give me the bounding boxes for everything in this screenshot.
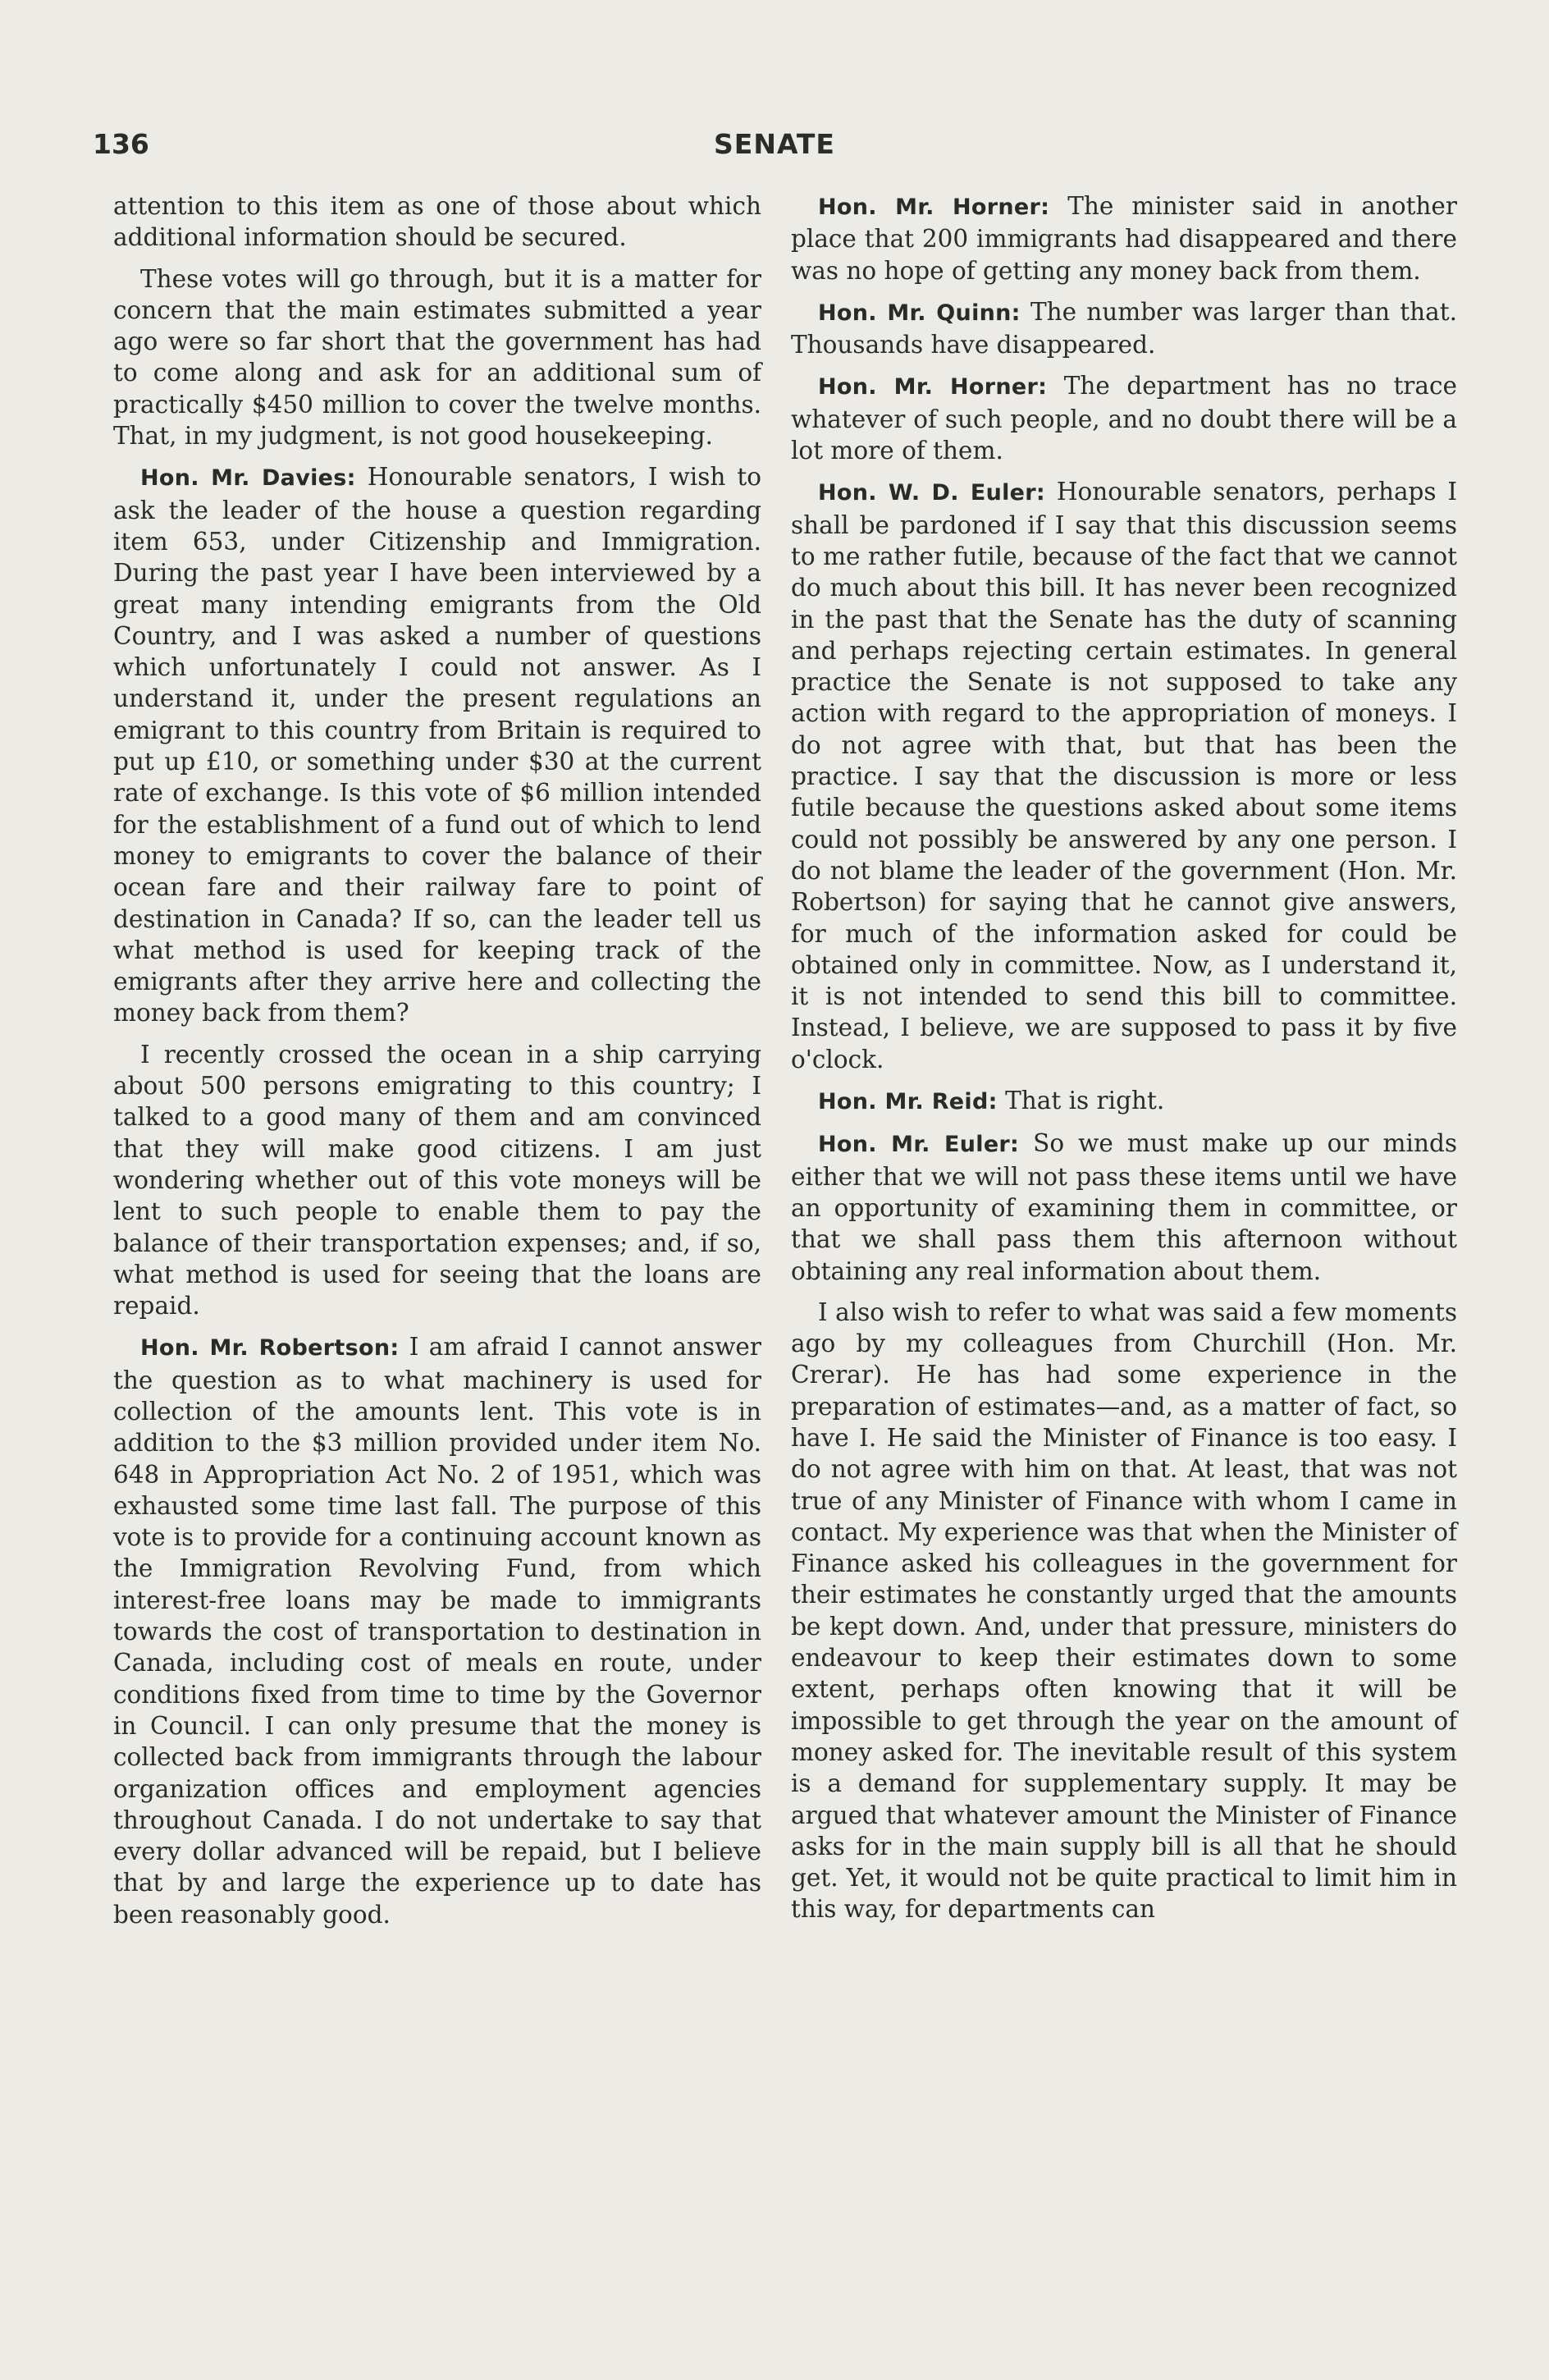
paragraph xyxy=(791,1297,1457,1925)
speaker-name: Hon. Mr. Davies: xyxy=(140,465,356,492)
paragraph-text: attention to this item as one of those about which additional information should be secured. xyxy=(113,192,761,252)
speaker-name: Hon. Mr. Horner: xyxy=(818,195,1050,220)
paragraph xyxy=(113,263,761,452)
speaker-name: Hon. W. D. Euler: xyxy=(818,480,1046,506)
paragraph-text: These votes will go through, but it is a matter for concern that the main estimates submitted a year ago were so far short that the government has had to come along and ask for an additional sum of practically $450 million to cover the twelve months. That, in my judgment, is not good housekeeping. xyxy=(113,264,761,451)
paragraph-text: That is right. xyxy=(1005,1087,1165,1115)
paragraph-text: I am afraid I cannot answer the question as to what machinery is used for collection of the amounts lent. This vote is in addition to the $3 million provided under item No. 648 in Appropriation Act No. 2 of 1951, which was exhausted some time last fall. The purpose of this vote is to provide for a continuing account known as the Immigration Revolving Fund, from which interest-free loans may be made to immigrants towards the cost of transportation to destination in Canada, including cost of meals en route, under conditions fixed from time to time by the Governor in Council. I can only presume that the money is collected back from immigrants through the labour organization offices and employment agencies throughout Canada. I do not undertake to say that every dollar advanced will be repaid, but I believe that by and large the experience up to date has been reasonably good. xyxy=(113,1333,761,1929)
paragraph xyxy=(791,1085,1457,1118)
paragraph xyxy=(113,1039,761,1322)
right-column xyxy=(791,190,1457,1935)
speaker-name: Hon. Mr. Robertson: xyxy=(140,1335,400,1362)
running-head: SENATE xyxy=(714,128,835,160)
paragraph-text: The minister said in another place that 200 immigrants had disappeared and there was no hope of getting any money back from them. xyxy=(791,192,1457,285)
paragraph xyxy=(791,476,1457,1075)
paragraph xyxy=(791,370,1457,466)
paragraph-text: Honourable senators, I wish to ask the leader of the house a question regarding item 653, under Citizenship and Immigration. During the past year I have been interviewed by a great many intending emigrants from the Old Country, and I was asked a number of questions which unfortunately I could not answer. As I understand it, under the present regulations an emigrant to this country from Britain is required to put up £10, or something under $30 at the current rate of exchange. Is this vote of $6 million intended for the establishment of a fund out of which to lend money to emigrants to cover the balance of their ocean fare and their railway fare to point of destination in Canada? If so, can the leader tell us what method is used for keeping track of the emigrants after they arrive here and collecting the money back from them? xyxy=(113,463,762,1028)
speaker-name: Hon. Mr. Euler: xyxy=(818,1132,1020,1158)
paragraph xyxy=(791,1128,1457,1286)
paragraph xyxy=(791,296,1457,361)
speaker-name: Hon. Mr. Horner: xyxy=(818,374,1048,400)
paragraph xyxy=(113,190,761,254)
paragraph xyxy=(113,1331,761,1930)
page-number: 136 xyxy=(93,128,149,160)
paragraph-text: I also wish to refer to what was said a few moments ago by my colleagues from Churchill (Hon. Mr. Crerar). He has had some experience in the preparation of estimates—and, as a matter of fact, so have I. He said the Minister of Finance is too easy. I do not agree with him on that. At least, that was not true of any Minister of Finance with whom I came in contact. My experience was that when the Minister of Finance asked his colleagues in the government for their estimates he constantly urged that the amounts be kept down. And, under that pressure, ministers do endeavour to keep their estimates down to some extent, perhaps often knowing that it will be impossible to get through the year on the amount of money asked for. The inevitable result of this system is a demand for supplementary supply. It may be argued that whatever amount the Minister of Finance asks for in the main supply bill is all that he should get. Yet, it would not be quite practical to limit him in this way, for departments can xyxy=(791,1298,1457,1924)
speaker-name: Hon. Mr. Quinn: xyxy=(818,300,1021,326)
paragraph-text: So we must make up our minds either that we will not pass these items until we have an opportunity of examining them in committee, or that we shall pass them this afternoon without obtaining any real information about them. xyxy=(791,1129,1457,1285)
speaker-name: Hon. Mr. Reid: xyxy=(818,1089,998,1115)
paragraph-text: I recently crossed the ocean in a ship carrying about 500 persons emigrating to this country; I talked to a good many of them and am convinced that they will make good citizens. I am just wondering whether out of this vote moneys will be lent to such people to enable them to pay the balance of their transportation expenses; and, if so, what method is used for seeing that the loans are repaid. xyxy=(113,1040,761,1320)
left-column xyxy=(113,190,761,1940)
paragraph-text: Honourable senators, perhaps I shall be pardoned if I say that this discussion seems to me rather futile, because of the fact that we cannot do much about this bill. It has never been recognized in the past that the Senate has the duty of scanning and perhaps rejecting certain estimates. In general practice the Senate is not supposed to take any action with regard to the appropriation of moneys. I do not agree with that, but that has been the practice. I say that the discussion is more or less futile because the questions asked about some items could not possibly be answered by any one person. I do not blame the leader of the government (Hon. Mr. Robertson) for saying that he cannot give answers, for much of the information asked for could be obtained only in committee. Now, as I understand it, it is not intended to send this bill to committee. Instead, I believe, we are supposed to pass it by five o'clock. xyxy=(791,478,1458,1073)
paragraph xyxy=(113,461,761,1028)
paragraph xyxy=(791,190,1457,286)
paragraph-text: The number was larger than that. Thousands have disappeared. xyxy=(791,297,1457,359)
paragraph-text: The department has no trace whatever of such people, and no doubt there will be a lot more of them. xyxy=(791,372,1457,465)
